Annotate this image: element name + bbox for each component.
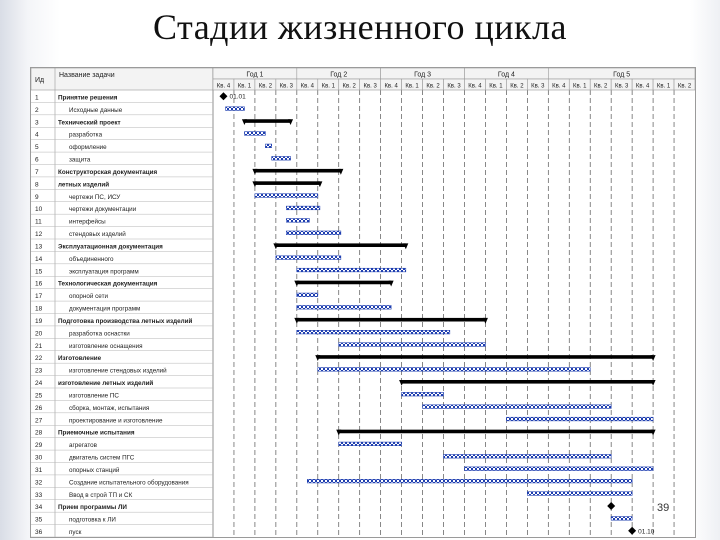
quarter-label: Кв. 4: [384, 83, 398, 90]
summary-bar: [255, 169, 341, 173]
task-name: Конструкторская документация: [58, 168, 158, 176]
task-name: Технический проект: [58, 119, 121, 127]
quarter-label: Кв. 3: [531, 83, 545, 90]
task-bar: [297, 293, 318, 297]
task-id: 9: [35, 193, 39, 201]
task-name: Изготовление: [58, 355, 102, 363]
task-name: подготовка к ЛИ: [69, 516, 116, 524]
task-name: стендовых изделий: [69, 231, 126, 238]
task-bar: [226, 107, 245, 111]
quarter-label: Кв. 4: [216, 83, 231, 90]
task-id: 21: [35, 342, 43, 350]
milestone-marker: [219, 92, 227, 100]
task-id: 33: [35, 491, 43, 499]
task-name: изготовление оснащения: [69, 342, 143, 350]
gantt-chart: [30, 67, 696, 538]
task-bar: [265, 144, 271, 148]
task-bar: [464, 467, 653, 471]
task-name: объединенного: [69, 255, 114, 263]
year-label: Год 5: [613, 71, 631, 79]
task-bar: [255, 194, 318, 198]
task-bar: [527, 492, 632, 496]
task-id: 3: [35, 119, 39, 127]
quarter-label: Кв. 2: [342, 83, 356, 90]
task-name: Прием программы ЛИ: [58, 504, 127, 512]
task-name: разработка: [69, 131, 103, 139]
task-bar: [611, 517, 632, 521]
task-name: проектирование и изготовление: [69, 417, 163, 425]
summary-bar: [244, 119, 290, 123]
quarter-label: Кв. 3: [363, 83, 377, 90]
task-id: 12: [35, 231, 43, 238]
task-name: Создание испытательного оборудования: [69, 479, 189, 487]
task-bar: [339, 442, 402, 446]
task-name: Принятие решения: [58, 94, 118, 102]
task-id: 35: [35, 516, 43, 524]
task-id: 24: [35, 380, 43, 387]
task-bar: [339, 343, 486, 347]
task-id: 32: [35, 479, 43, 487]
quarter-label: Кв. 4: [635, 83, 650, 90]
quarter-label: Кв. 1: [321, 83, 335, 90]
quarter-label: Кв. 1: [573, 83, 587, 90]
task-id: 30: [35, 454, 43, 462]
task-id: 13: [35, 243, 43, 251]
task-id: 19: [35, 317, 43, 325]
quarter-label: Кв. 4: [468, 83, 482, 90]
task-bar: [244, 132, 265, 136]
task-bar: [307, 479, 632, 483]
task-id: 25: [35, 392, 43, 400]
quarter-label: Кв. 1: [237, 83, 252, 90]
task-bar: [423, 405, 612, 409]
year-label: Год 3: [414, 71, 432, 79]
quarter-label: Кв. 3: [614, 83, 629, 90]
task-name: Технологическая документация: [58, 280, 158, 288]
task-bar: [272, 156, 291, 160]
task-name: опорных станций: [69, 466, 120, 474]
task-name: опорной сети: [69, 293, 109, 301]
task-id: 10: [35, 206, 43, 214]
name-column-header: Название задачи: [59, 72, 115, 79]
task-id: 31: [35, 466, 43, 474]
milestone-marker: [628, 527, 636, 535]
task-name: изготовление стендовых изделий: [69, 367, 167, 375]
task-bar: [318, 368, 590, 372]
task-bar: [444, 454, 612, 458]
task-bar: [402, 392, 444, 396]
task-id: 22: [35, 355, 43, 363]
quarter-label: Кв. 2: [594, 83, 608, 90]
year-label: Год 4: [497, 71, 515, 79]
task-name: Подготовка производства летных изделий: [58, 317, 193, 325]
task-name: Исходные данные: [69, 106, 123, 114]
task-name: защита: [69, 156, 91, 164]
task-bar: [297, 305, 391, 309]
task-bar: [286, 231, 340, 235]
quarter-label: Кв. 2: [677, 83, 692, 90]
task-name: изготовление ПС: [69, 392, 119, 400]
task-name: летных изделий: [58, 181, 110, 189]
task-bar: [297, 268, 406, 272]
task-name: изготовление летных изделий: [58, 380, 154, 387]
milestone-marker: [607, 502, 615, 510]
task-id: 23: [35, 367, 43, 375]
task-id: 27: [35, 417, 43, 425]
task-id: 34: [35, 504, 43, 512]
milestone-label: 01.01: [229, 93, 246, 101]
task-id: 17: [35, 293, 43, 301]
task-id: 29: [35, 442, 43, 450]
task-name: пуск: [69, 529, 82, 536]
year-label: Год 1: [246, 71, 264, 79]
milestone-label: 01.10: [638, 528, 655, 536]
task-name: Эксплуатационная документация: [58, 243, 163, 251]
task-id: 20: [35, 330, 43, 338]
task-id: 5: [35, 144, 39, 152]
task-name: агрегатов: [69, 442, 97, 450]
task-name: двигатель систем ПГС: [69, 454, 135, 462]
task-id: 16: [35, 280, 43, 288]
task-name: Приемочные испытания: [58, 429, 135, 437]
summary-bar: [402, 380, 653, 384]
task-id: 6: [35, 156, 39, 164]
task-id: 14: [35, 255, 43, 263]
task-name: документация программ: [69, 305, 141, 313]
task-bar: [276, 256, 341, 260]
quarter-label: Кв. 4: [552, 83, 566, 90]
task-name: чертежи ПС, ИСУ: [69, 193, 121, 201]
task-bar: [297, 330, 450, 334]
quarter-label: Кв. 2: [258, 83, 273, 90]
task-bar: [286, 206, 320, 210]
task-id: 26: [35, 404, 43, 412]
task-name: эксплуатация программ: [69, 268, 139, 276]
quarter-label: Кв. 1: [489, 83, 503, 90]
task-id: 1: [35, 94, 39, 102]
task-bar: [286, 219, 309, 223]
summary-bar: [339, 430, 653, 434]
task-id: 4: [35, 131, 39, 139]
summary-bar: [297, 318, 486, 322]
summary-bar: [255, 181, 320, 185]
quarter-label: Кв. 1: [656, 83, 671, 90]
slide-title: Стадии жизненного цикла: [152, 7, 567, 47]
summary-bar: [318, 355, 653, 359]
quarter-label: Кв. 3: [447, 83, 461, 90]
task-id: 11: [35, 218, 42, 226]
task-bar: [506, 417, 653, 421]
task-id: 15: [35, 268, 43, 276]
quarter-label: Кв. 4: [300, 83, 314, 90]
page-number: 39: [657, 502, 670, 514]
quarter-label: Кв. 2: [510, 83, 524, 90]
task-id: 18: [35, 305, 43, 313]
id-column-header: Ид: [35, 77, 45, 84]
task-id: 28: [35, 429, 43, 437]
task-name: чертежи документации: [69, 206, 137, 214]
task-id: 2: [35, 106, 39, 114]
task-id: 36: [35, 529, 43, 536]
quarter-label: Кв. 1: [405, 83, 419, 90]
task-id: 8: [35, 181, 39, 189]
summary-bar: [297, 281, 391, 285]
task-name: разработка оснастки: [69, 330, 130, 338]
task-id: 7: [35, 168, 39, 176]
year-label: Год 2: [330, 71, 348, 79]
task-name: оформление: [69, 144, 107, 152]
quarter-label: Кв. 3: [279, 83, 294, 90]
task-name: интерфейсы: [69, 218, 106, 226]
task-name: сборка, монтаж, испытания: [69, 404, 150, 412]
summary-bar: [276, 243, 406, 247]
quarter-label: Кв. 2: [426, 83, 440, 90]
task-name: Ввод в строй ТП и СК: [69, 491, 133, 499]
